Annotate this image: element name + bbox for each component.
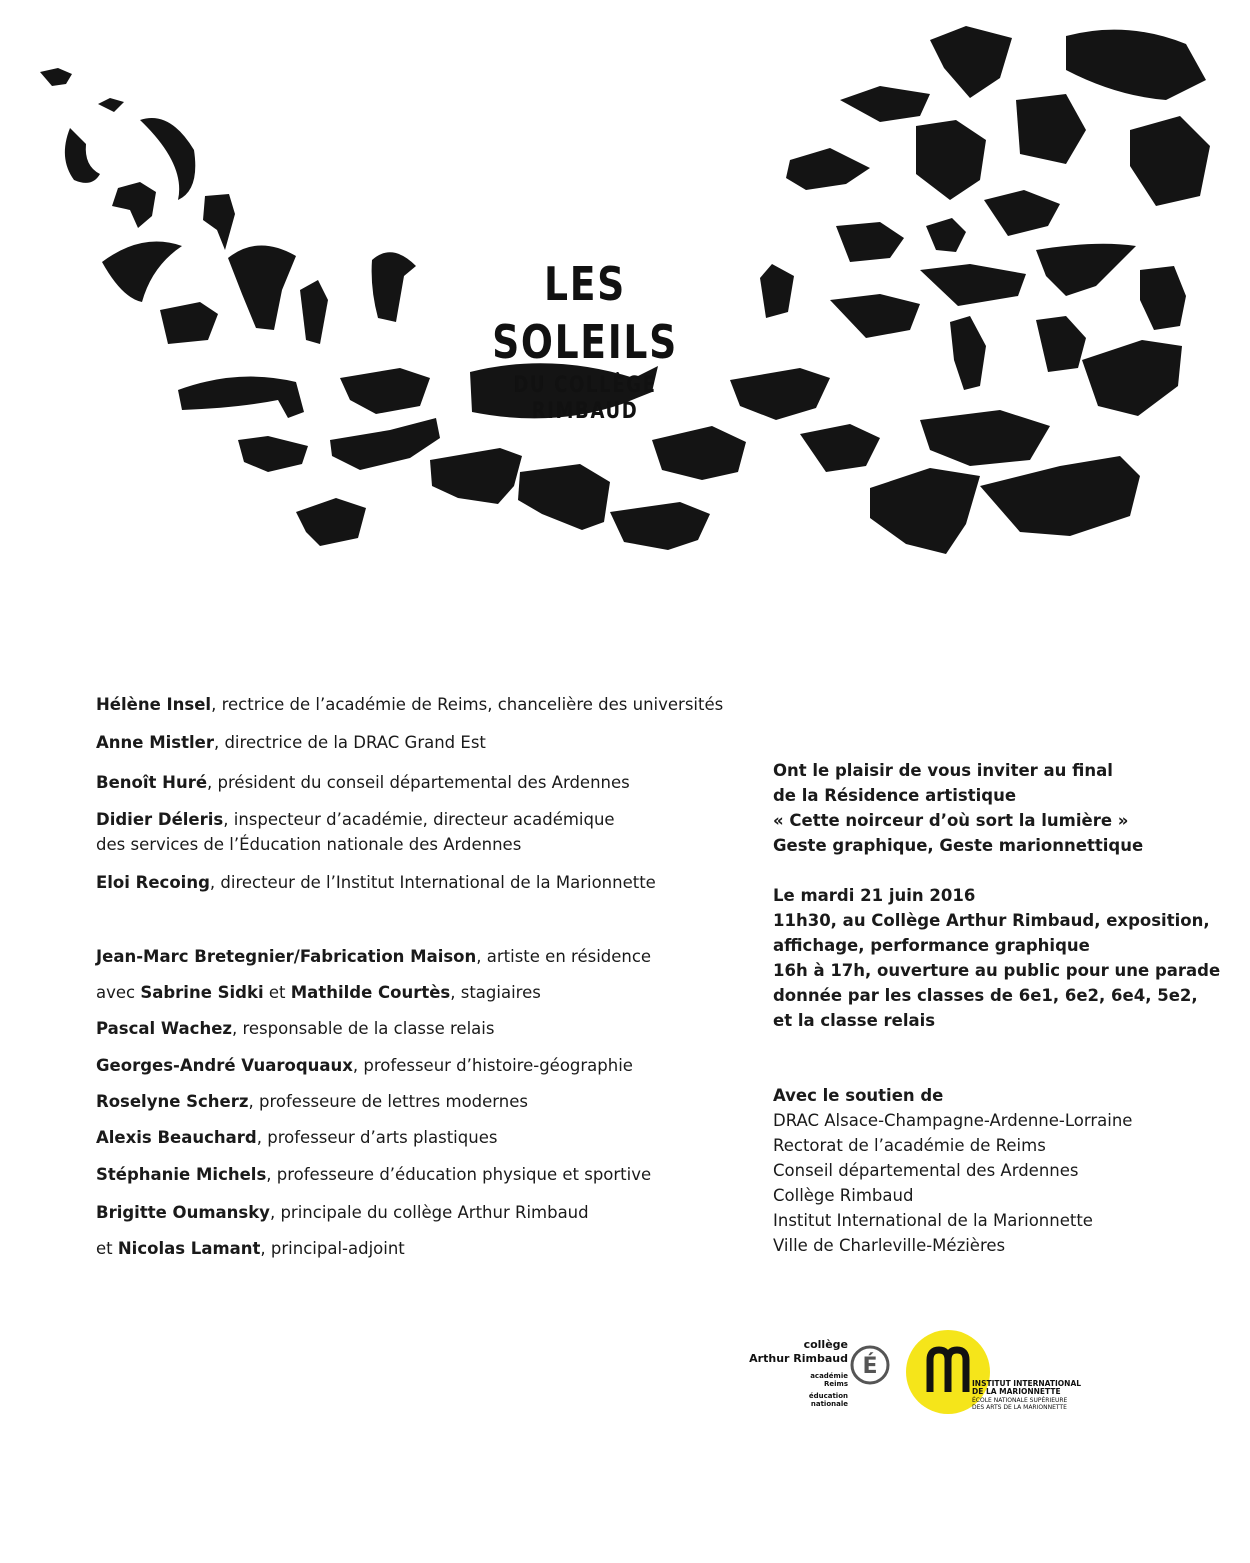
- host-line: Hélène Insel, rectrice de l’académie de Reims, chancelière des universités: [96, 695, 724, 714]
- title-main: LES SOLEILS: [492, 257, 678, 369]
- institut-logo-line: DES ARTS DE LA MARIONNETTE: [972, 1404, 1067, 1411]
- host-line-continued: des services de l’Éducation nationale des Ardennes: [96, 835, 522, 854]
- animal-figure: [980, 456, 1140, 536]
- bird-figure: [840, 86, 930, 122]
- support-item: DRAC Alsace-Champagne-Ardenne-Lorraine: [773, 1111, 1133, 1130]
- bird-figure: [1036, 244, 1136, 296]
- invitation-line: de la Résidence artistique: [773, 786, 1017, 805]
- college-logo-line: Reims: [824, 1380, 848, 1388]
- schedule-line: 11h30, au Collège Arthur Rimbaud, exposition,: [773, 911, 1210, 930]
- fish-figure: [330, 418, 440, 470]
- invitation-details: [773, 758, 1221, 1258]
- support-item: Collège Rimbaud: [773, 1186, 914, 1205]
- animal-figure: [1082, 340, 1182, 416]
- bird-figure: [916, 120, 986, 200]
- host-line: Didier Déleris, inspecteur d’académie, directeur académique: [96, 810, 615, 829]
- bird-figure: [112, 182, 156, 228]
- bird-figure: [65, 128, 100, 183]
- institut-logo-line: DE LA MARIONNETTE: [972, 1387, 1061, 1396]
- college-logo-line: nationale: [810, 1400, 848, 1408]
- animal-figure: [430, 448, 522, 504]
- animal-figure: [1140, 266, 1186, 330]
- support-heading: Avec le soutien de: [773, 1086, 944, 1105]
- schedule-line: 16h à 17h, ouverture au public pour une parade: [773, 961, 1221, 980]
- invitation-line: Ont le plaisir de vous inviter au final: [773, 761, 1113, 780]
- animal-figure: [830, 294, 920, 338]
- bird-figure: [984, 190, 1060, 236]
- bird-figure: [372, 252, 416, 322]
- event-title: [430, 255, 740, 425]
- animal-figure: [296, 498, 366, 546]
- animal-figure: [652, 426, 746, 480]
- host-line: Benoît Huré, président du conseil départemental des Ardennes: [96, 773, 630, 792]
- team-line: Brigitte Oumansky, principale du collège Arthur Rimbaud: [96, 1203, 589, 1222]
- college-logo-line: Arthur Rimbaud: [749, 1352, 848, 1365]
- animal-figure: [238, 436, 308, 472]
- animal-figure: [800, 424, 880, 472]
- college-logo-line: collège: [803, 1338, 848, 1351]
- animal-figure: [340, 368, 430, 414]
- support-item: Ville de Charleville-Mézières: [773, 1236, 1006, 1255]
- bird-figure: [920, 264, 1026, 306]
- animal-figure: [518, 464, 610, 530]
- interns-line: avec Sabrine Sidki et Mathilde Courtès, stagiaires: [96, 983, 541, 1002]
- bird-figure: [786, 148, 870, 190]
- bird-figure: [930, 26, 1012, 98]
- college-logo-line: académie: [810, 1372, 848, 1380]
- institut-logo-line: INSTITUT INTERNATIONAL: [972, 1379, 1082, 1388]
- bird-figure: [1066, 30, 1206, 100]
- animal-figure: [920, 410, 1050, 466]
- team-line: Alexis Beauchard, professeur d’arts plastiques: [96, 1128, 498, 1147]
- animal-figure: [300, 280, 328, 344]
- team-line: Stéphanie Michels, professeure d’éducation physique et sportive: [96, 1165, 652, 1184]
- animal-figure: [1036, 316, 1086, 372]
- animal-figure: [760, 264, 794, 318]
- schedule-line: donnée par les classes de 6e1, 6e2, 6e4, 5e2,: [773, 986, 1198, 1005]
- partner-logos: [749, 1320, 1090, 1430]
- bird-figure: [1130, 116, 1210, 206]
- schedule-line: affichage, performance graphique: [773, 936, 1090, 955]
- college-logo-line: éducation: [808, 1392, 848, 1400]
- invitation-line: « Cette noirceur d’où sort la lumière »: [773, 811, 1129, 830]
- college-logo: [749, 1320, 1090, 1430]
- title-sub: DU COLLÈGE RIMBAUD: [513, 373, 657, 424]
- support-item: Institut International de la Marionnette: [773, 1211, 1093, 1230]
- support-item: Conseil départemental des Ardennes: [773, 1161, 1079, 1180]
- animal-figure: [950, 316, 986, 390]
- bird-figure: [1016, 94, 1086, 164]
- artist-line: Jean-Marc Bretegnier/Fabrication Maison, artiste en résidence: [96, 947, 652, 966]
- schedule-line: Le mardi 21 juin 2016: [773, 886, 976, 905]
- svg-text:É: É: [862, 1354, 878, 1379]
- deputy-line: et Nicolas Lamant, principal-adjoint: [96, 1239, 405, 1258]
- bird-figure: [203, 194, 235, 250]
- animal-figure: [160, 302, 218, 344]
- animal-figure: [178, 377, 304, 418]
- bird-figure: [98, 98, 124, 112]
- support-item: Rectorat de l’académie de Reims: [773, 1136, 1046, 1155]
- team-line: Georges-André Vuaroquaux, professeur d’histoire-géographie: [96, 1056, 633, 1075]
- schedule-line: et la classe relais: [773, 1011, 936, 1030]
- animal-figure: [870, 468, 980, 554]
- host-line: Eloi Recoing, directeur de l’Institut International de la Marionnette: [96, 873, 656, 892]
- bird-figure: [228, 245, 296, 330]
- animal-figure: [610, 502, 710, 550]
- institut-logo-line: ÉCOLE NATIONALE SUPÉRIEURE: [972, 1397, 1068, 1404]
- bird-figure: [40, 68, 72, 86]
- invitation-line: Geste graphique, Geste marionnettique: [773, 836, 1144, 855]
- bird-figure: [102, 242, 182, 302]
- animal-figure: [730, 368, 830, 420]
- team-line: Roselyne Scherz, professeure de lettres modernes: [96, 1092, 529, 1111]
- bird-figure: [836, 222, 904, 262]
- host-line: Anne Mistler, directrice de la DRAC Grand Est: [96, 733, 486, 752]
- team-line: Pascal Wachez, responsable de la classe relais: [96, 1019, 495, 1038]
- bird-figure: [926, 218, 966, 252]
